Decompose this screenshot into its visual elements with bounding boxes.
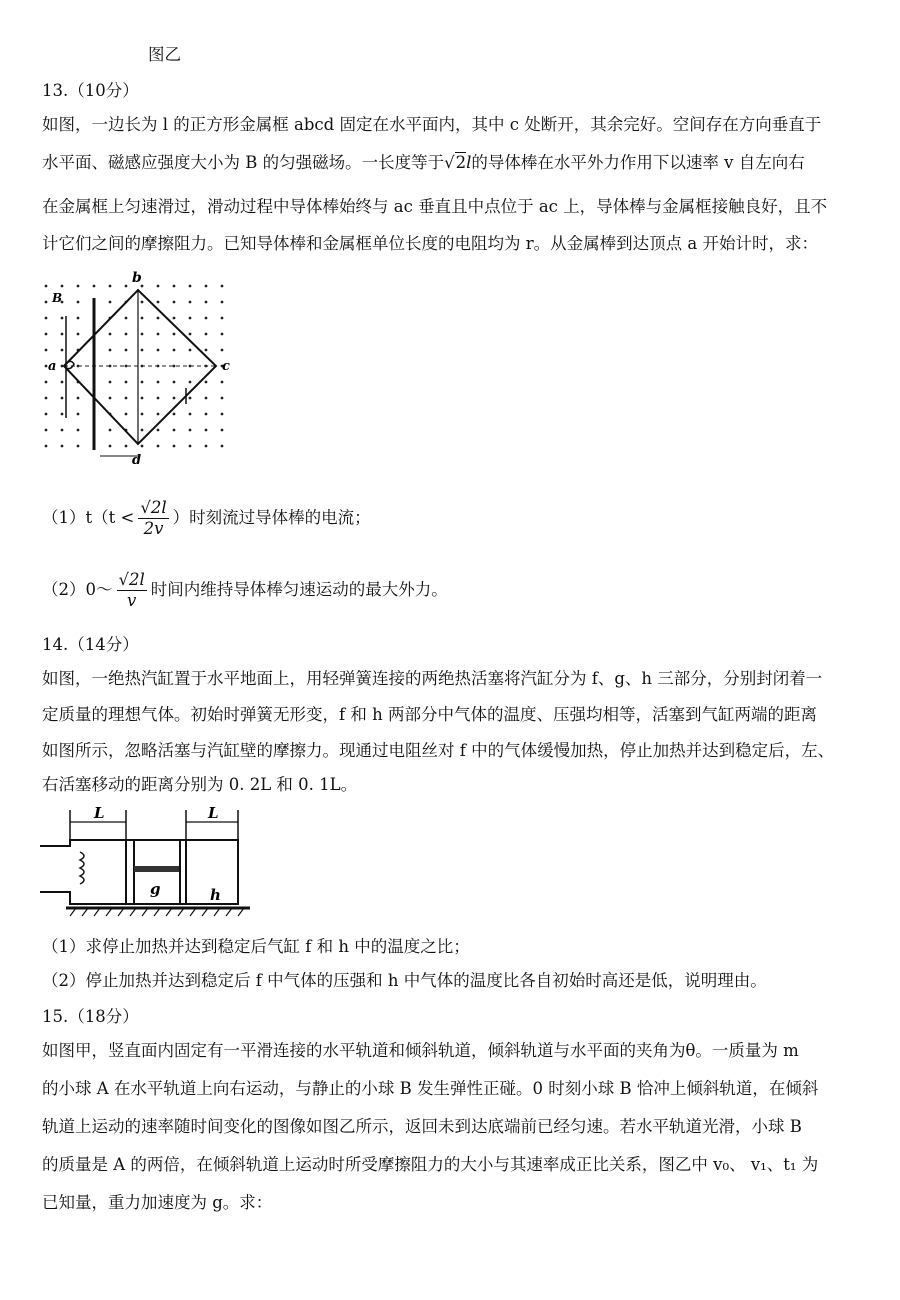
q14-header: 14.（14分）: [42, 635, 139, 654]
field-dot: [221, 317, 224, 320]
spring: [134, 866, 180, 872]
field-dot: [205, 445, 208, 448]
q13-text-line2: [42, 152, 860, 174]
field-dot: [205, 429, 208, 432]
right-piston: [180, 840, 186, 904]
field-dot: [221, 349, 224, 352]
field-dot: [45, 349, 48, 352]
field-dot: [125, 381, 128, 384]
field-dot: [189, 445, 192, 448]
field-dot: [173, 365, 176, 368]
field-dot: [77, 445, 80, 448]
field-dot: [189, 413, 192, 416]
field-dot: [189, 301, 192, 304]
field-dot: [61, 317, 64, 320]
field-dot: [221, 285, 224, 288]
q13-sub2-suffix: 时间内维持导体棒匀速运动的最大外力。: [150, 580, 448, 599]
field-dot: [45, 285, 48, 288]
field-dot: [221, 397, 224, 400]
field-dot: [61, 445, 64, 448]
field-dot: [141, 413, 144, 416]
field-dot: [173, 445, 176, 448]
field-dot: [45, 317, 48, 320]
field-dot: [109, 445, 112, 448]
field-dot: [45, 301, 48, 304]
field-dot: [141, 333, 144, 336]
field-dot: [221, 445, 224, 448]
field-dot: [205, 285, 208, 288]
field-dot: [45, 397, 48, 400]
field-dot: [157, 285, 160, 288]
field-dot: [45, 445, 48, 448]
field-dot: [157, 301, 160, 304]
field-dot: [189, 429, 192, 432]
q13-text-line3: 在金属框上匀速滑过，滑动过程中导体棒始终与 ac 垂直且中点位于 ac 上，导体棒与金属框接触良好，且不: [42, 197, 828, 216]
field-dot: [205, 413, 208, 416]
field-dot: [109, 301, 112, 304]
field-dot: [221, 381, 224, 384]
label-L-left: L: [94, 804, 105, 822]
field-dot: [221, 301, 224, 304]
field-dot: [125, 397, 128, 400]
length-symbol: l: [466, 153, 472, 172]
field-dot: [61, 413, 64, 416]
q13-text-line4: 计它们之间的摩擦阻力。已知导体棒和金属框单位长度的电阻均为 r。从金属棒到达顶点 a 开始计时，求：: [42, 234, 818, 253]
field-dot: [109, 349, 112, 352]
field-dot: [45, 429, 48, 432]
label-a: a: [48, 359, 57, 374]
field-dot: [125, 365, 128, 368]
field-dot: [173, 413, 176, 416]
q15-text-line2: 的小球 A 在水平轨道上向右运动，与静止的小球 B 发生弹性正碰。0 时刻小球 B 恰冲上倾斜轨道，在倾斜: [42, 1079, 819, 1098]
field-dot: [45, 365, 48, 368]
field-dot: [45, 333, 48, 336]
field-dot: [109, 285, 112, 288]
fraction-sqrt2l-over-2v: [138, 498, 168, 539]
q13-sub1-suffix: ）时刻流过导体棒的电流；: [172, 508, 371, 527]
field-dot: [173, 317, 176, 320]
metal-frame: [64, 290, 216, 444]
q14-sub1: （1）求停止加热并达到稳定后气缸 f 和 h 中的温度之比；: [42, 937, 470, 956]
q13-sub2: [42, 570, 860, 611]
sqrt-expression: √2: [444, 153, 467, 172]
field-dot: [125, 285, 128, 288]
field-dot: [157, 333, 160, 336]
label-h: h: [210, 886, 221, 904]
q15-text-line1: 如图甲，竖直面内固定有一平滑连接的水平轨道和倾斜轨道，倾斜轨道与水平面的夹角为θ。一质量为 m: [42, 1041, 799, 1060]
label-d: d: [132, 453, 142, 468]
q15-text-line4: 的质量是 A 的两倍，在倾斜轨道上运动时所受摩擦阻力的大小与其速率成正比关系，图乙中 v₀、 v₁、t₁ 为: [42, 1155, 819, 1174]
field-dot: [61, 333, 64, 336]
field-dot: [77, 397, 80, 400]
field-dot: [173, 333, 176, 336]
field-dot: [189, 349, 192, 352]
field-dot: [141, 349, 144, 352]
q13-sub1-prefix: （1）t（t <: [42, 508, 135, 527]
q13-header: 13.（10分）: [42, 81, 139, 100]
field-dot: [157, 413, 160, 416]
sqrt-radicand: 2: [455, 153, 467, 172]
frac-numerator: √2l: [140, 498, 167, 517]
field-dot: [61, 381, 64, 384]
field-dot: [157, 397, 160, 400]
field-dot: [221, 333, 224, 336]
field-dot: [109, 333, 112, 336]
field-dot: [109, 397, 112, 400]
label-b: b: [132, 270, 142, 286]
left-piston: [126, 840, 134, 904]
field-dot: [173, 301, 176, 304]
q13-text-line1: 如图，一边长为 l 的正方形金属框 abcd 固定在水平面内，其中 c 处断开，其余完好。空间存在方向垂直于: [42, 115, 822, 134]
q13-line2-part2: 的导体棒在水平外力作用下以速率 v 自左向右: [471, 153, 805, 172]
field-dot: [173, 349, 176, 352]
field-dot: [173, 397, 176, 400]
field-dot: [221, 413, 224, 416]
field-dot: [141, 381, 144, 384]
label-c: c: [222, 359, 230, 374]
field-dot: [77, 301, 80, 304]
field-dot: [141, 301, 144, 304]
q13-sub1: [42, 498, 860, 539]
field-dot: [173, 285, 176, 288]
frac-numerator: √2l: [118, 570, 145, 589]
field-dot: [125, 413, 128, 416]
field-dot: [93, 285, 96, 288]
q13-sub2-prefix: （2）0～: [42, 580, 113, 599]
q15-text-line5: 已知量，重力加速度为 g。求：: [42, 1193, 273, 1212]
label-B: B: [52, 291, 63, 305]
field-dot: [141, 445, 144, 448]
field-dot: [45, 413, 48, 416]
field-dot: [141, 397, 144, 400]
field-dot: [205, 397, 208, 400]
label-g: g: [150, 880, 161, 898]
q13-figure: [40, 268, 240, 468]
q14-text-line3: 如图所示，忽略活塞与汽缸壁的摩擦力。现通过电阻丝对 f 中的气体缓慢加热，停止加热并达到稳定后，左、: [42, 741, 835, 760]
field-dot: [221, 429, 224, 432]
q15-header: 15.（18分）: [42, 1007, 139, 1026]
field-dot: [61, 429, 64, 432]
field-dot: [77, 317, 80, 320]
figure-caption: 图乙: [148, 45, 181, 64]
field-dot: [77, 429, 80, 432]
frac-denominator: v: [126, 591, 137, 610]
frac-denominator: 2v: [143, 519, 164, 538]
field-dot: [189, 333, 192, 336]
field-dot: [109, 429, 112, 432]
field-dot: [141, 317, 144, 320]
field-dot: [157, 317, 160, 320]
field-dot: [173, 429, 176, 432]
q15-text-line3: 轨道上运动的速率随时间变化的图像如图乙所示，返回未到达底端前已经匀速。若水平轨道光滑，小球 B: [42, 1117, 802, 1136]
q14-sub2: （2）停止加热并达到稳定后 f 中气体的压强和 h 中气体的温度比各自初始时高还是低，说明理由。: [42, 971, 767, 990]
field-dot: [125, 349, 128, 352]
field-dot: [173, 381, 176, 384]
q13-line2-part1: 水平面、磁感应强度大小为 B 的匀强磁场。一长度等于: [42, 153, 445, 172]
field-dot: [125, 445, 128, 448]
field-dot: [205, 349, 208, 352]
field-dot: [205, 317, 208, 320]
field-dot: [189, 381, 192, 384]
field-dot: [189, 285, 192, 288]
label-L-right: L: [208, 804, 219, 822]
field-dot: [189, 397, 192, 400]
field-dot: [157, 381, 160, 384]
field-dot: [189, 317, 192, 320]
field-dot: [77, 285, 80, 288]
field-dot: [125, 333, 128, 336]
q14-text-line1: 如图，一绝热汽缸置于水平地面上，用轻弹簧连接的两绝热活塞将汽缸分为 f、g、h 三部分，分别封闭着一: [42, 669, 823, 688]
field-dot: [205, 333, 208, 336]
field-dot: [157, 445, 160, 448]
field-dot: [61, 285, 64, 288]
field-dot: [157, 349, 160, 352]
field-dot: [125, 317, 128, 320]
field-dot: [45, 381, 48, 384]
field-dot: [61, 349, 64, 352]
field-dot: [61, 397, 64, 400]
field-dot: [157, 429, 160, 432]
field-dot: [77, 333, 80, 336]
fraction-sqrt2l-over-v: [117, 570, 147, 611]
field-dot: [205, 381, 208, 384]
field-dot: [205, 301, 208, 304]
field-dot: [141, 429, 144, 432]
q14-figure: [40, 800, 270, 920]
q14-text-line2: 定质量的理想气体。初始时弹簧无形变，f 和 h 两部分中气体的温度、压强均相等，活塞到气缸两端的距离: [42, 705, 817, 724]
field-dot: [77, 413, 80, 416]
heating-coil: [80, 852, 84, 884]
field-dot: [109, 381, 112, 384]
q14-text-line4: 右活塞移动的距离分别为 0. 2L 和 0. 1L。: [42, 775, 358, 794]
